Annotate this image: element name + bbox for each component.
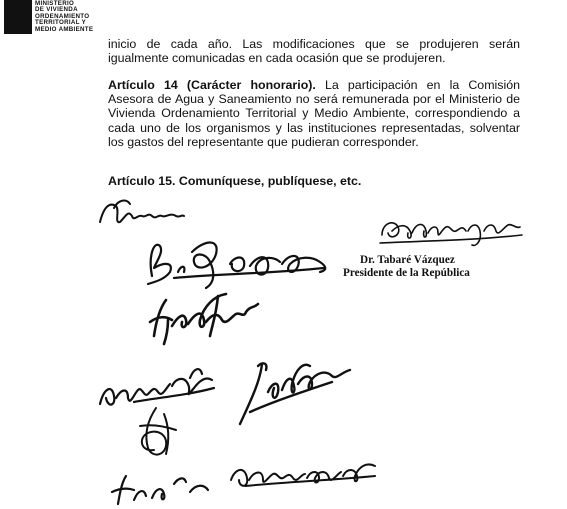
article-14-heading: Artículo 14 (Carácter honorario). [108,78,316,92]
paragraph-line: igualmente comunicadas en cada ocasión que se produjeren. [108,51,446,66]
ministry-logo [4,0,99,34]
logo-line: TERRITORIAL Y [35,19,87,27]
logo-line: MEDIO AMBIENTE [35,25,94,33]
article-14 [108,78,520,149]
logo-line: MINISTERIO [35,0,75,7]
article-15: Artículo 15. Comuníquese, publíquese, etc. [108,174,362,188]
president-name: Dr. Tabaré Vázquez [360,254,455,266]
president-title: Presidente de la República [343,267,470,279]
article-14-text-first: La participación en la Comisión [315,78,520,92]
signature-8 [104,470,214,509]
signature-president [376,213,526,253]
signature-5 [232,352,362,432]
paragraph-line: inicio de cada año. Las modificaciones que se produjeren serán [108,37,520,51]
article-14-text: Asesora de Agua y Saneamiento no será remunerada por el Ministerio de Vivienda Ordenamiento Territorial y Medio Ambiente, correspondiendo a cada uno de los organismos y las instituciones representadas, solventar los gastos del representante que pudieran corresponder. [108,92,520,149]
signature-3 [146,286,266,346]
signature-2 [134,232,334,292]
logo-line: ORDENAMIENTO [35,12,90,20]
logo-mark [4,0,32,34]
logo-line: DE VIVIENDA [35,6,78,14]
signature-7 [225,456,385,496]
paragraph-continuation [108,37,520,65]
logo-text [35,1,93,33]
signature-1 [96,196,186,232]
signature-6 [134,404,184,460]
